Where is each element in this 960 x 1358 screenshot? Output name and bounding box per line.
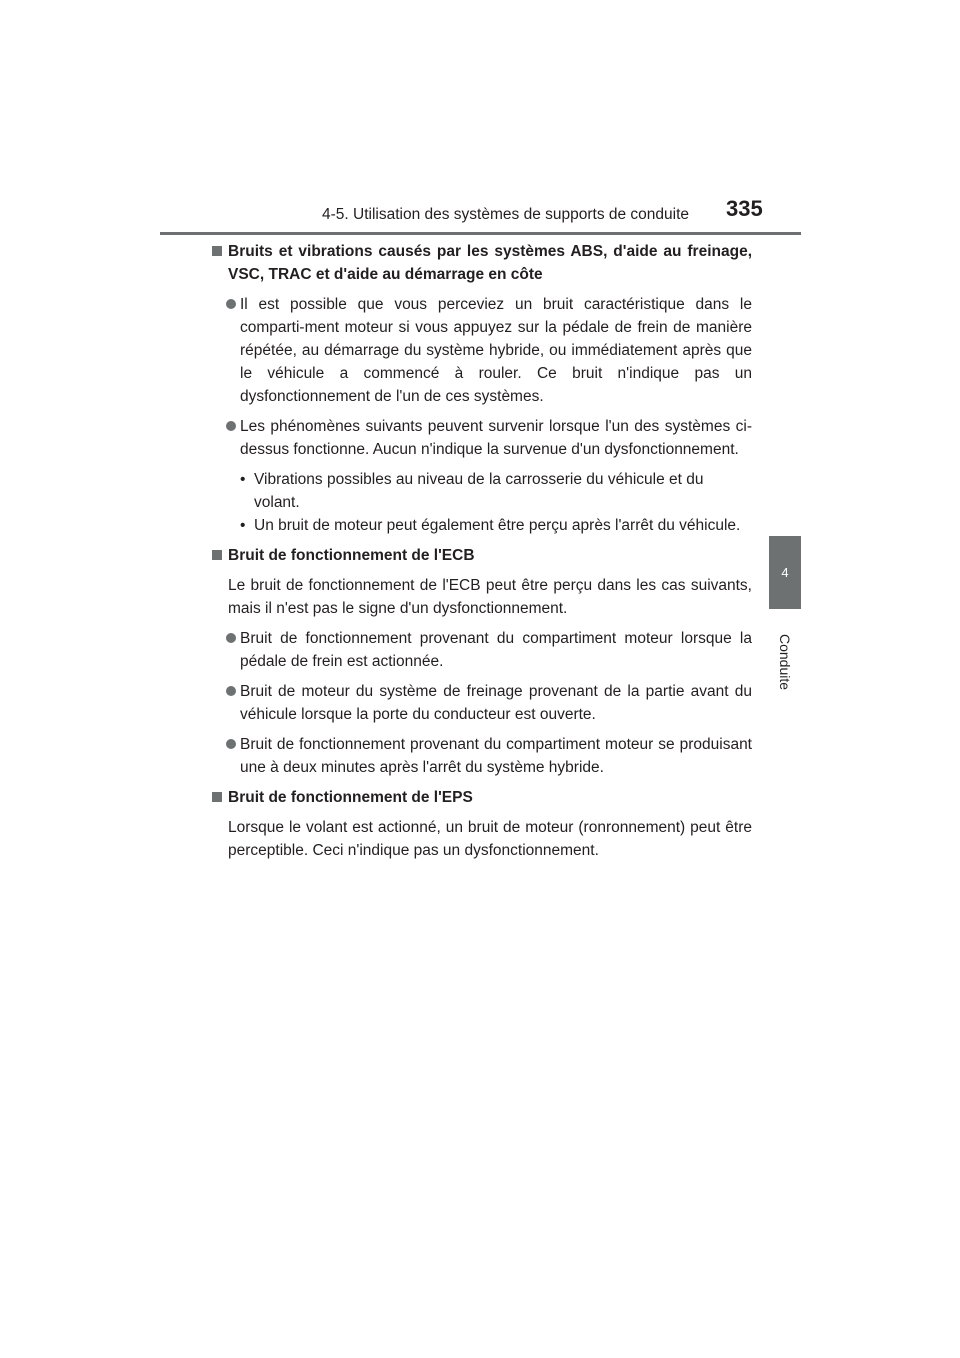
- section-heading: [212, 544, 752, 567]
- round-bullet-icon: [226, 421, 236, 431]
- round-bullet-icon: [226, 299, 236, 309]
- section-heading-text: Bruits et vibrations causés par les systèmes ABS, d'aide au freinage, VSC, TRAC et d'aide au démarrage en côte: [228, 243, 752, 283]
- list-item: [212, 415, 752, 461]
- section-heading-text: Bruit de fonctionnement de l'ECB: [228, 547, 475, 564]
- header-divider: [160, 232, 801, 235]
- round-bullet-icon: [226, 686, 236, 696]
- chapter-tab: [769, 536, 801, 609]
- section-intro: Lorsque le volant est actionné, un bruit de moteur (ronronnement) peut être perceptible. Ceci n'indique pas un dysfonctionnement.: [228, 819, 752, 859]
- section-heading-text: Bruit de fonctionnement de l'EPS: [228, 789, 473, 806]
- sub-list-item-text: Vibrations possibles au niveau de la carrosserie du véhicule et du volant.: [254, 471, 704, 511]
- small-dot-icon: •: [240, 471, 246, 488]
- list-item: [212, 733, 752, 779]
- page-number: 335: [726, 196, 763, 221]
- list-item-text: Bruit de fonctionnement provenant du compartiment moteur se produisant une à deux minutes après l'arrêt du système hybride.: [240, 736, 752, 776]
- chapter-side-label: Conduite: [777, 634, 793, 691]
- sub-list-item: [212, 468, 752, 514]
- list-item: [212, 627, 752, 673]
- section-heading: [212, 786, 752, 809]
- chapter-tab-number: 4: [781, 565, 789, 580]
- square-bullet-icon: [212, 792, 222, 802]
- list-item-text: Il est possible que vous perceviez un bruit caractéristique dans le comparti-ment moteur si vous appuyez sur la pédale de frein de manière répétée, au démarrage du système hybride, ou immédiatement après que le véhicule a commencé à rouler. Ce bruit n'indique pas un dysfonctionnement de l'un de ces systèmes.: [240, 296, 752, 405]
- round-bullet-icon: [226, 739, 236, 749]
- page-content: [212, 240, 752, 869]
- page-header-title: 4-5. Utilisation des systèmes de supports de conduite: [322, 206, 690, 223]
- square-bullet-icon: [212, 550, 222, 560]
- sub-list: [212, 468, 752, 537]
- round-bullet-icon: [226, 633, 236, 643]
- list-item: [212, 680, 752, 726]
- sub-list-item-text: Un bruit de moteur peut également être perçu après l'arrêt du véhicule.: [254, 517, 741, 534]
- square-bullet-icon: [212, 246, 222, 256]
- section-heading: [212, 240, 752, 286]
- list-item-text: Les phénomènes suivants peuvent survenir lorsque l'un des systèmes ci-dessus fonctionne. Aucun n'indique la survenue d'un dysfonctionnement.: [240, 418, 752, 458]
- list-item-text: Bruit de fonctionnement provenant du compartiment moteur lorsque la pédale de frein est actionnée.: [240, 630, 752, 670]
- list-item-text: Bruit de moteur du système de freinage provenant de la partie avant du véhicule lorsque la porte du conducteur est ouverte.: [240, 683, 752, 723]
- list-item: [212, 293, 752, 408]
- section-intro: Le bruit de fonctionnement de l'ECB peut être perçu dans les cas suivants, mais il n'est pas le signe d'un dysfonctionnement.: [228, 577, 752, 617]
- sub-list-item: [212, 514, 752, 537]
- small-dot-icon: •: [240, 517, 246, 534]
